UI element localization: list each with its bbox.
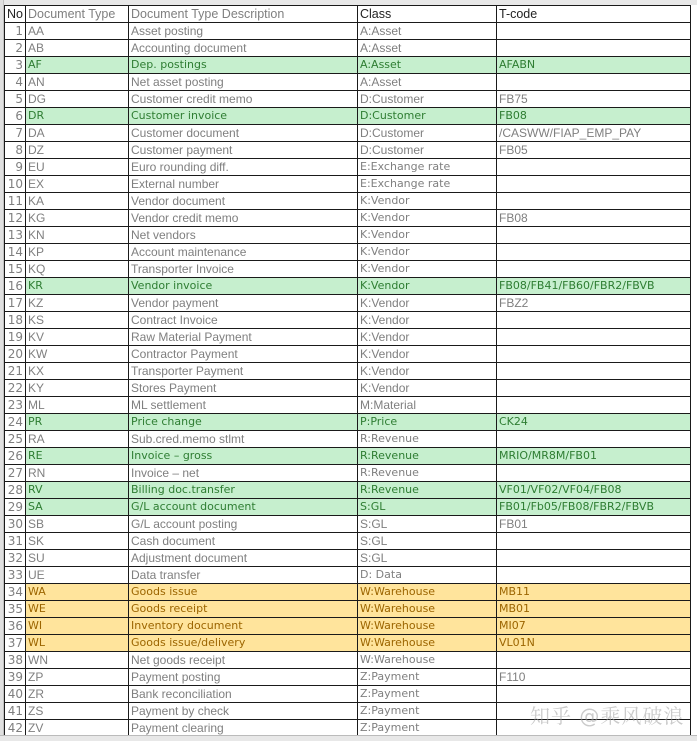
description-cell[interactable]: Vendor invoice: [129, 278, 358, 295]
document-type-cell[interactable]: DA: [26, 125, 129, 142]
class-cell[interactable]: S:GL: [358, 516, 497, 533]
document-type-cell[interactable]: WE: [26, 601, 129, 618]
table-row: [5, 176, 691, 193]
row-number[interactable]: 24: [5, 414, 26, 431]
class-cell[interactable]: W:Warehouse: [358, 635, 497, 652]
row-number[interactable]: 19: [5, 329, 26, 346]
description-cell[interactable]: Goods receipt: [129, 601, 358, 618]
document-type-cell[interactable]: ZV: [26, 720, 129, 737]
document-type-cell[interactable]: ZP: [26, 669, 129, 686]
row-number[interactable]: 10: [5, 176, 26, 193]
table-row: [5, 533, 691, 550]
document-type-cell[interactable]: EX: [26, 176, 129, 193]
class-cell[interactable]: Z:Payment: [358, 669, 497, 686]
class-cell[interactable]: K:Vendor: [358, 244, 497, 261]
row-number[interactable]: 13: [5, 227, 26, 244]
row-number[interactable]: 25: [5, 431, 26, 448]
table-row: [5, 618, 691, 635]
table-row: [5, 210, 691, 227]
document-type-cell[interactable]: KQ: [26, 261, 129, 278]
tcode-cell[interactable]: [497, 431, 691, 448]
document-type-cell[interactable]: RV: [26, 482, 129, 499]
tcode-cell[interactable]: [497, 380, 691, 397]
document-type-cell[interactable]: KR: [26, 278, 129, 295]
tcode-cell[interactable]: [497, 40, 691, 57]
table-row: [5, 193, 691, 210]
row-number[interactable]: 21: [5, 363, 26, 380]
row-number[interactable]: 4: [5, 74, 26, 91]
table-row: [5, 278, 691, 295]
document-type-cell[interactable]: PR: [26, 414, 129, 431]
description-cell[interactable]: Inventory document: [129, 618, 358, 635]
description-cell[interactable]: Account maintenance: [129, 244, 358, 261]
document-type-cell[interactable]: SB: [26, 516, 129, 533]
description-cell[interactable]: Data transfer: [129, 567, 358, 584]
class-cell[interactable]: Z:Payment: [358, 686, 497, 703]
class-cell[interactable]: D:Customer: [358, 108, 497, 125]
table-row: [5, 567, 691, 584]
document-type-cell[interactable]: KS: [26, 312, 129, 329]
tcode-cell[interactable]: [497, 550, 691, 567]
table-row: [5, 23, 691, 40]
row-number[interactable]: 6: [5, 108, 26, 125]
row-number[interactable]: 2: [5, 40, 26, 57]
table-row: [5, 601, 691, 618]
table-row: [5, 652, 691, 669]
class-cell[interactable]: W:Warehouse: [358, 601, 497, 618]
header-document-type[interactable]: Document Type: [26, 6, 129, 23]
document-type-cell[interactable]: RA: [26, 431, 129, 448]
class-cell[interactable]: W:Warehouse: [358, 652, 497, 669]
row-number[interactable]: 20: [5, 346, 26, 363]
tcode-cell[interactable]: FB01: [497, 516, 691, 533]
table-row: [5, 57, 691, 74]
tcode-cell[interactable]: [497, 363, 691, 380]
document-type-cell[interactable]: DZ: [26, 142, 129, 159]
row-number[interactable]: 11: [5, 193, 26, 210]
document-type-cell[interactable]: KV: [26, 329, 129, 346]
class-cell[interactable]: K:Vendor: [358, 329, 497, 346]
description-cell[interactable]: Transporter Invoice: [129, 261, 358, 278]
table-row: [5, 108, 691, 125]
document-type-cell[interactable]: WL: [26, 635, 129, 652]
tcode-cell[interactable]: [497, 261, 691, 278]
description-cell[interactable]: Sub.cred.memo stlmt: [129, 431, 358, 448]
class-cell[interactable]: R:Revenue: [358, 448, 497, 465]
description-cell[interactable]: Vendor payment: [129, 295, 358, 312]
row-number[interactable]: 39: [5, 669, 26, 686]
tcode-cell[interactable]: FB75: [497, 91, 691, 108]
class-cell[interactable]: K:Vendor: [358, 312, 497, 329]
description-cell[interactable]: Euro rounding diff.: [129, 159, 358, 176]
row-number[interactable]: 9: [5, 159, 26, 176]
table-row: [5, 159, 691, 176]
description-cell[interactable]: G/L account document: [129, 499, 358, 516]
description-cell[interactable]: Goods issue/delivery: [129, 635, 358, 652]
document-type-cell[interactable]: ML: [26, 397, 129, 414]
row-number[interactable]: 38: [5, 652, 26, 669]
table-row: [5, 74, 691, 91]
table-row: [5, 244, 691, 261]
tcode-cell[interactable]: [497, 244, 691, 261]
table-row: [5, 312, 691, 329]
description-cell[interactable]: Payment by check: [129, 703, 358, 720]
tcode-cell[interactable]: FB05: [497, 142, 691, 159]
tcode-cell[interactable]: CK24: [497, 414, 691, 431]
tcode-cell[interactable]: F110: [497, 669, 691, 686]
document-type-cell[interactable]: AB: [26, 40, 129, 57]
tcode-cell[interactable]: [497, 533, 691, 550]
description-cell[interactable]: G/L account posting: [129, 516, 358, 533]
document-type-cell[interactable]: AA: [26, 23, 129, 40]
tcode-cell[interactable]: FB08: [497, 210, 691, 227]
document-type-cell[interactable]: KY: [26, 380, 129, 397]
row-number[interactable]: 40: [5, 686, 26, 703]
header-class[interactable]: Class: [358, 6, 497, 23]
document-type-cell[interactable]: WN: [26, 652, 129, 669]
class-cell[interactable]: S:GL: [358, 550, 497, 567]
class-cell[interactable]: S:GL: [358, 499, 497, 516]
table-row: [5, 448, 691, 465]
tcode-cell[interactable]: MB01: [497, 601, 691, 618]
table-row: [5, 261, 691, 278]
description-cell[interactable]: External number: [129, 176, 358, 193]
table-row: [5, 91, 691, 108]
document-type-cell[interactable]: WA: [26, 584, 129, 601]
class-cell[interactable]: A:Asset: [358, 57, 497, 74]
tcode-cell[interactable]: [497, 329, 691, 346]
description-cell[interactable]: Payment clearing: [129, 720, 358, 737]
row-number[interactable]: 7: [5, 125, 26, 142]
tcode-cell[interactable]: [497, 74, 691, 91]
tcode-cell[interactable]: /CASWW/FIAP_EMP_PAY: [497, 125, 691, 142]
document-type-cell[interactable]: SK: [26, 533, 129, 550]
row-number[interactable]: 16: [5, 278, 26, 295]
row-number[interactable]: 1: [5, 23, 26, 40]
table-row: [5, 414, 691, 431]
tcode-cell[interactable]: [497, 312, 691, 329]
tcode-cell[interactable]: [497, 227, 691, 244]
class-cell[interactable]: K:Vendor: [358, 227, 497, 244]
class-cell[interactable]: D:Customer: [358, 142, 497, 159]
class-cell[interactable]: K:Vendor: [358, 380, 497, 397]
tcode-cell[interactable]: [497, 193, 691, 210]
tcode-cell[interactable]: [497, 23, 691, 40]
class-cell[interactable]: K:Vendor: [358, 278, 497, 295]
table-row: [5, 669, 691, 686]
tcode-cell[interactable]: [497, 465, 691, 482]
class-cell[interactable]: K:Vendor: [358, 346, 497, 363]
table-row: [5, 516, 691, 533]
tcode-cell[interactable]: MB11: [497, 584, 691, 601]
description-cell[interactable]: Payment posting: [129, 669, 358, 686]
class-cell[interactable]: W:Warehouse: [358, 584, 497, 601]
document-type-cell[interactable]: ZS: [26, 703, 129, 720]
tcode-cell[interactable]: FB08/FB41/FB60/FBR2/FBVB: [497, 278, 691, 295]
tcode-cell[interactable]: [497, 652, 691, 669]
class-cell[interactable]: K:Vendor: [358, 261, 497, 278]
class-cell[interactable]: P:Price: [358, 414, 497, 431]
description-cell[interactable]: Vendor document: [129, 193, 358, 210]
document-type-cell[interactable]: DG: [26, 91, 129, 108]
tcode-cell[interactable]: [497, 159, 691, 176]
row-number[interactable]: 26: [5, 448, 26, 465]
description-cell[interactable]: Customer payment: [129, 142, 358, 159]
document-type-cell[interactable]: KW: [26, 346, 129, 363]
document-type-cell[interactable]: WI: [26, 618, 129, 635]
tcode-cell[interactable]: [497, 397, 691, 414]
document-type-cell[interactable]: DR: [26, 108, 129, 125]
tcode-cell[interactable]: VF01/VF02/VF04/FB08: [497, 482, 691, 499]
document-type-cell[interactable]: ZR: [26, 686, 129, 703]
tcode-cell[interactable]: MI07: [497, 618, 691, 635]
document-type-cell[interactable]: UE: [26, 567, 129, 584]
class-cell[interactable]: D: Data: [358, 567, 497, 584]
row-number[interactable]: 14: [5, 244, 26, 261]
class-cell[interactable]: A:Asset: [358, 23, 497, 40]
table-row: [5, 550, 691, 567]
document-type-cell[interactable]: AN: [26, 74, 129, 91]
header-description[interactable]: Document Type Description: [129, 6, 358, 23]
table-row: [5, 465, 691, 482]
row-number[interactable]: 33: [5, 567, 26, 584]
description-cell[interactable]: Net asset posting: [129, 74, 358, 91]
header-row: [5, 6, 691, 23]
class-cell[interactable]: W:Warehouse: [358, 618, 497, 635]
tcode-cell[interactable]: [497, 176, 691, 193]
class-cell[interactable]: K:Vendor: [358, 193, 497, 210]
document-type-cell[interactable]: KZ: [26, 295, 129, 312]
row-number[interactable]: 5: [5, 91, 26, 108]
row-number[interactable]: 17: [5, 295, 26, 312]
table-row: [5, 363, 691, 380]
table-row: [5, 295, 691, 312]
row-number[interactable]: 30: [5, 516, 26, 533]
table-row: [5, 227, 691, 244]
tcode-cell[interactable]: MRIO/MR8M/FB01: [497, 448, 691, 465]
row-number[interactable]: 35: [5, 601, 26, 618]
row-number[interactable]: 36: [5, 618, 26, 635]
description-cell[interactable]: Customer document: [129, 125, 358, 142]
document-type-cell[interactable]: RN: [26, 465, 129, 482]
row-number[interactable]: 31: [5, 533, 26, 550]
description-cell[interactable]: Contract Invoice: [129, 312, 358, 329]
description-cell[interactable]: Customer credit memo: [129, 91, 358, 108]
table-row: [5, 142, 691, 159]
header-no[interactable]: No: [5, 6, 26, 23]
description-cell[interactable]: Goods issue: [129, 584, 358, 601]
description-cell[interactable]: Invoice – net: [129, 465, 358, 482]
table-row: [5, 346, 691, 363]
description-cell[interactable]: Transporter Payment: [129, 363, 358, 380]
row-number[interactable]: 29: [5, 499, 26, 516]
table-row: [5, 125, 691, 142]
sheet-bottom-bar: [0, 735, 697, 741]
table-row: [5, 380, 691, 397]
row-number[interactable]: 34: [5, 584, 26, 601]
description-cell[interactable]: Net goods receipt: [129, 652, 358, 669]
class-cell[interactable]: A:Asset: [358, 74, 497, 91]
table-row: [5, 431, 691, 448]
row-number[interactable]: 12: [5, 210, 26, 227]
description-cell[interactable]: Bank reconciliation: [129, 686, 358, 703]
row-number[interactable]: 22: [5, 380, 26, 397]
class-cell[interactable]: M:Material: [358, 397, 497, 414]
description-cell[interactable]: Vendor credit memo: [129, 210, 358, 227]
row-number[interactable]: 37: [5, 635, 26, 652]
description-cell[interactable]: Net vendors: [129, 227, 358, 244]
description-cell[interactable]: Contractor Payment: [129, 346, 358, 363]
document-type-table: [4, 5, 691, 737]
description-cell[interactable]: Adjustment document: [129, 550, 358, 567]
class-cell[interactable]: Z:Payment: [358, 720, 497, 737]
tcode-cell[interactable]: FB01/Fb05/FB08/FBR2/FBVB: [497, 499, 691, 516]
row-number[interactable]: 41: [5, 703, 26, 720]
description-cell[interactable]: Customer invoice: [129, 108, 358, 125]
table-row: [5, 482, 691, 499]
document-type-cell[interactable]: AF: [26, 57, 129, 74]
table-row: [5, 635, 691, 652]
tcode-cell[interactable]: FBZ2: [497, 295, 691, 312]
class-cell[interactable]: Z:Payment: [358, 703, 497, 720]
table-row: [5, 499, 691, 516]
table-row: [5, 40, 691, 57]
row-number[interactable]: 28: [5, 482, 26, 499]
class-cell[interactable]: R:Revenue: [358, 431, 497, 448]
document-type-cell[interactable]: RE: [26, 448, 129, 465]
tcode-cell[interactable]: AFABN: [497, 57, 691, 74]
class-cell[interactable]: A:Asset: [358, 40, 497, 57]
class-cell[interactable]: K:Vendor: [358, 210, 497, 227]
class-cell[interactable]: D:Customer: [358, 125, 497, 142]
document-type-cell[interactable]: KN: [26, 227, 129, 244]
row-number[interactable]: 32: [5, 550, 26, 567]
class-cell[interactable]: R:Revenue: [358, 482, 497, 499]
row-number[interactable]: 15: [5, 261, 26, 278]
watermark: 知乎 @乘风破浪: [530, 704, 685, 728]
tcode-cell[interactable]: FB08: [497, 108, 691, 125]
description-cell[interactable]: Billing doc.transfer: [129, 482, 358, 499]
class-cell[interactable]: S:GL: [358, 533, 497, 550]
description-cell[interactable]: Cash document: [129, 533, 358, 550]
table-row: [5, 329, 691, 346]
tcode-cell[interactable]: VL01N: [497, 635, 691, 652]
description-cell[interactable]: ML settlement: [129, 397, 358, 414]
row-number[interactable]: 3: [5, 57, 26, 74]
tcode-cell[interactable]: [497, 567, 691, 584]
description-cell[interactable]: Dep. postings: [129, 57, 358, 74]
class-cell[interactable]: R:Revenue: [358, 465, 497, 482]
class-cell[interactable]: E:Exchange rate: [358, 176, 497, 193]
table-row: [5, 584, 691, 601]
description-cell[interactable]: Stores Payment: [129, 380, 358, 397]
class-cell[interactable]: D:Customer: [358, 91, 497, 108]
description-cell[interactable]: Asset posting: [129, 23, 358, 40]
document-type-cell[interactable]: EU: [26, 159, 129, 176]
row-number[interactable]: 23: [5, 397, 26, 414]
description-cell[interactable]: Price change: [129, 414, 358, 431]
header-tcode[interactable]: T-code: [497, 6, 691, 23]
row-number[interactable]: 42: [5, 720, 26, 737]
row-number[interactable]: 27: [5, 465, 26, 482]
description-cell[interactable]: Raw Material Payment: [129, 329, 358, 346]
row-number[interactable]: 18: [5, 312, 26, 329]
class-cell[interactable]: K:Vendor: [358, 295, 497, 312]
document-type-cell[interactable]: KP: [26, 244, 129, 261]
row-number[interactable]: 8: [5, 142, 26, 159]
description-cell[interactable]: Accounting document: [129, 40, 358, 57]
table-row: [5, 397, 691, 414]
document-type-cell[interactable]: SA: [26, 499, 129, 516]
class-cell[interactable]: E:Exchange rate: [358, 159, 497, 176]
description-cell[interactable]: Invoice – gross: [129, 448, 358, 465]
tcode-cell[interactable]: [497, 346, 691, 363]
document-type-cell[interactable]: KA: [26, 193, 129, 210]
class-cell[interactable]: K:Vendor: [358, 363, 497, 380]
document-type-cell[interactable]: SU: [26, 550, 129, 567]
document-type-cell[interactable]: KX: [26, 363, 129, 380]
document-type-cell[interactable]: KG: [26, 210, 129, 227]
right-edge: [691, 5, 697, 735]
